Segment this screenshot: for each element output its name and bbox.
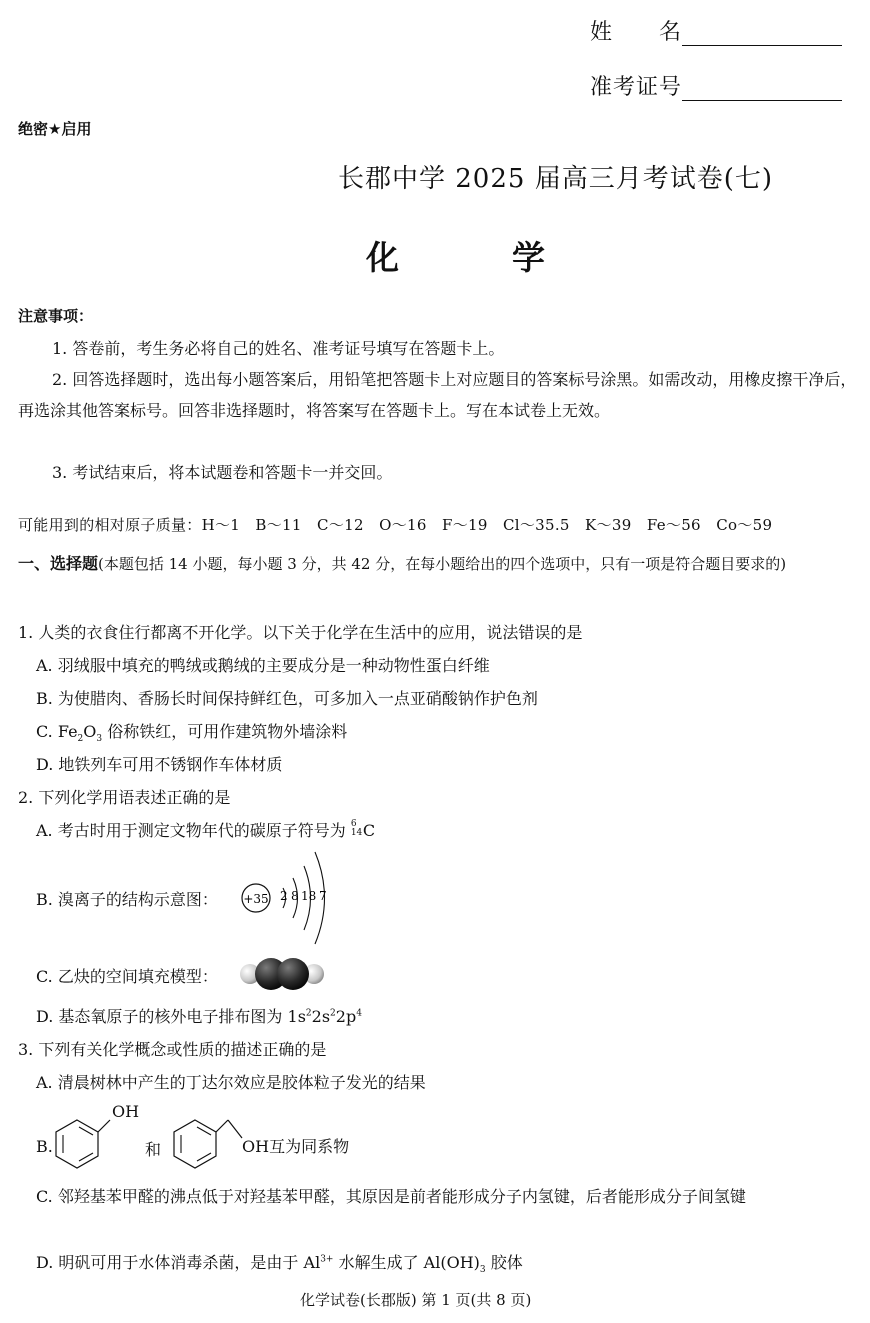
q2-d-sup2: 2 [330, 1008, 336, 1019]
shell-electrons-3: 18 [301, 889, 317, 903]
q1-option-b: B. 为使腊肉、香肠长时间保持鲜红色，可多加入一点亚硝酸钠作护色剂 [36, 689, 538, 708]
nucleus-label: +35 [243, 892, 269, 906]
carbon-isotope-symbol [351, 820, 363, 838]
notice-item-1: 1. 答卷前，考生务必将自己的姓名、准考证号填写在答题卡上。 [52, 339, 505, 358]
q2-stem: 2. 下列化学用语表述正确的是 [18, 788, 231, 807]
atomic-masses: 可能用到的相对原子质量：H～1 B～11 C～12 O～16 F～19 Cl～35.5 K～39 Fe～56 Co～59 [18, 516, 773, 534]
q2-a-mass: 6 [350, 819, 357, 829]
q3-option-a: A. 清晨树林中产生的丁达尔效应是胶体粒子发光的结果 [36, 1073, 426, 1092]
q1-c-fe: C. Fe [36, 722, 78, 741]
name-blank [682, 19, 842, 46]
notice-heading: 注意事项： [18, 307, 94, 325]
benzyl-alcohol-structure [170, 1112, 245, 1178]
exam-id-label: 准考证号 [590, 75, 683, 100]
q2-d-2s: 2s [311, 1007, 331, 1026]
q3-d-charge: 3+ [320, 1254, 334, 1265]
acetylene-space-filling-model [238, 956, 330, 992]
q2-d-sup1: 2 [305, 1008, 312, 1019]
notice-item-2: 2. 回答选择题时，选出每小题答案后，用铅笔把答题卡上对应题目的答案标号涂黑。如需改动，用橡皮擦干净后，再选涂其他答案标号。回答非选择题时，将答案写在答题卡上。写在本试卷上无效。 [18, 370, 857, 420]
phenol-oh-label: OH [112, 1102, 140, 1121]
q2-d-text: D. 基态氧原子的核外电子排布图为 1s [36, 1007, 306, 1026]
q3-d-sub: 3 [479, 1265, 486, 1276]
section-1-title: 一、选择题 [18, 554, 99, 573]
q2-option-d [36, 1004, 362, 1027]
q3-option-b-tail [242, 1134, 349, 1157]
q1-c-sub2: 3 [96, 734, 103, 745]
q3-option-b-label: B. [36, 1137, 53, 1156]
q2-d-2p: 2p [335, 1007, 357, 1026]
q3-b-tail-text: 互为同系物 [269, 1137, 350, 1156]
q2-option-b: B. 溴离子的结构示意图： [36, 890, 218, 909]
q2-a-text: A. 考古时用于测定文物年代的碳原子符号为 [36, 821, 351, 840]
notice-item-3: 3. 考试结束后，将本试题卷和答题卡一并交回。 [52, 463, 393, 482]
q3-option-c: C. 邻羟基苯甲醛的沸点低于对羟基苯甲醛，其原因是前者能形成分子内氢键，后者能形成分子间氢键 [36, 1187, 746, 1206]
q3-option-d [36, 1250, 523, 1275]
q3-d-tail: 胶体 [485, 1253, 523, 1272]
q1-option-d: D. 地铁列车可用不锈钢作车体材质 [36, 755, 283, 774]
q1-c-text: 俗称铁红，可用作建筑物外墙涂料 [102, 722, 348, 741]
q1-stem: 1. 人类的衣食住行都离不开化学。以下关于化学在生活中的应用，说法错误的是 [18, 623, 583, 642]
section-1-desc: (本题包括 14 小题，每小题 3 分，共 42 分，在每小题给出的四个选项中，只有一项是符合题目要求的) [98, 555, 787, 573]
section-1-header [18, 549, 858, 579]
page-footer: 化学试卷(长郡版) 第 1 页(共 8 页) [300, 1291, 532, 1309]
phenol-ring [56, 1120, 98, 1168]
q1-c-sub1: 2 [77, 734, 84, 745]
q2-d-sup3: 4 [356, 1008, 362, 1019]
q2-option-c: C. 乙炔的空间填充模型： [36, 967, 218, 986]
name-label: 姓 名 [590, 20, 683, 45]
q1-option-c [36, 719, 347, 744]
exam-id-blank [682, 74, 842, 101]
q3-d-text: D. 明矾可用于水体消毒杀菌，是由于 Al [36, 1253, 321, 1272]
shell-electrons-1: 2 [280, 889, 288, 903]
q1-option-a: A. 羽绒服中填充的鸭绒或鹅绒的主要成分是一种动物性蛋白纤维 [36, 656, 490, 675]
q3-b-and: 和 [145, 1140, 162, 1159]
exam-id-field [590, 70, 842, 101]
benzyl-oh-label: OH [242, 1137, 270, 1156]
secret-label: 绝密★启用 [18, 120, 92, 138]
shell-electrons-4: 7 [319, 889, 327, 903]
subject-title: 化 学 [366, 238, 585, 277]
benzyl-ring [174, 1120, 216, 1168]
q2-a-number: 14 [350, 828, 363, 838]
phenol-structure [52, 1100, 112, 1178]
q1-c-o: O [83, 722, 97, 741]
exam-title: 长郡中学 2025 届高三月考试卷(七) [338, 164, 773, 194]
q3-stem: 3. 下列有关化学概念或性质的描述正确的是 [18, 1040, 327, 1059]
q2-a-symbol: C [362, 821, 376, 840]
bromide-ion-diagram [238, 848, 338, 948]
shell-electrons-2: 8 [291, 889, 299, 903]
carbon-atom-right [277, 958, 309, 990]
q3-d-mid: 水解生成了 Al(OH) [333, 1253, 480, 1272]
name-field [590, 15, 842, 46]
q2-option-a [36, 818, 375, 841]
